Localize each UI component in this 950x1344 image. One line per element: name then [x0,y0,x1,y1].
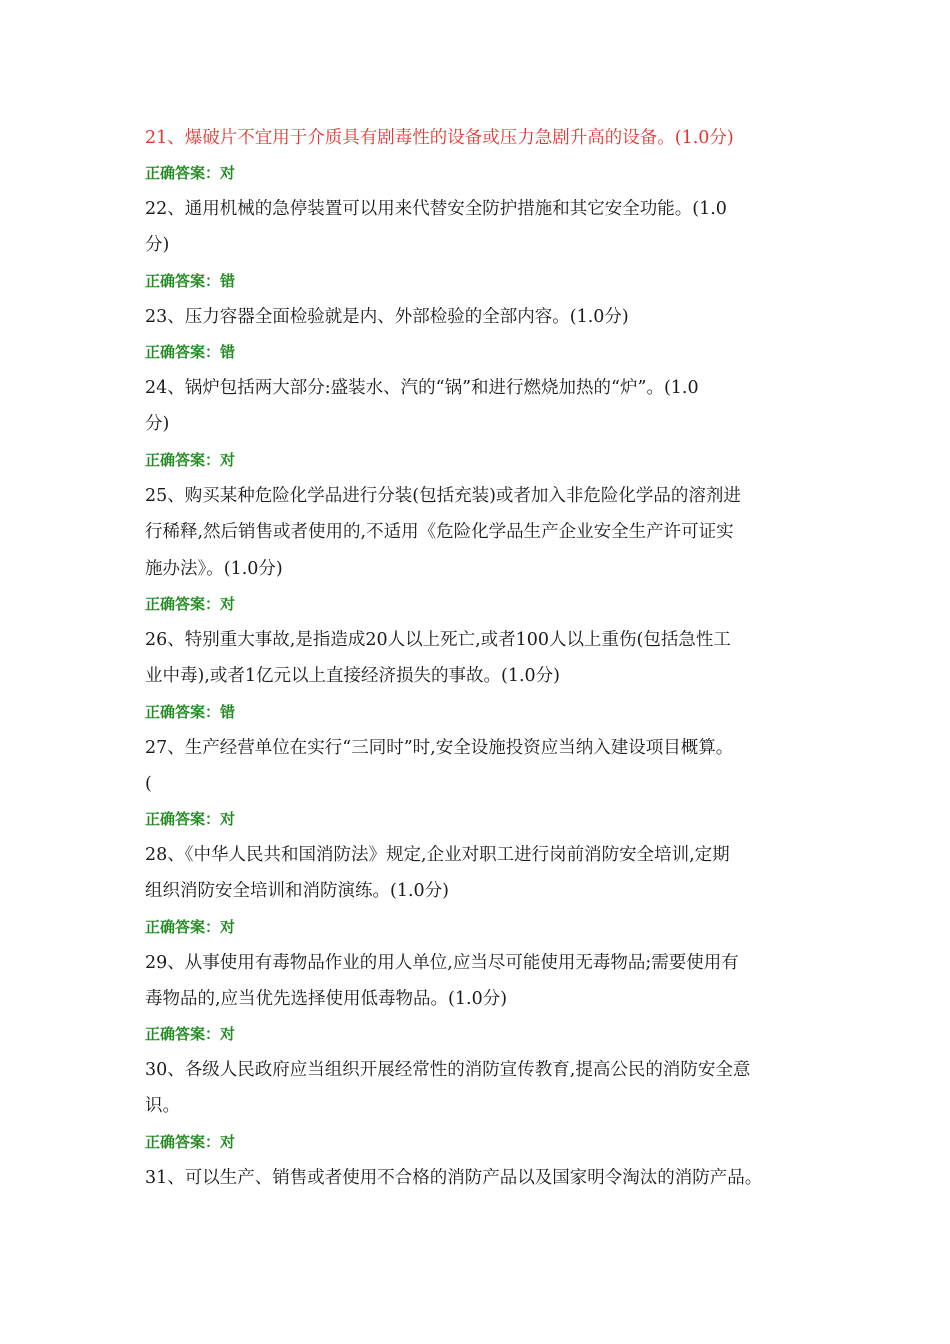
answer-prefix: 正确答案： [145,451,221,469]
answer-value: 错 [220,343,236,361]
answer-25 [145,594,235,614]
answer-27 [145,809,235,829]
question-27-line-2: ( [145,774,152,794]
question-25-line-1: 25、购买某种危险化学品进行分装(包括充装)或者加入非危险化学品的溶剂进 [145,486,741,506]
question-28-line-2: 组织消防安全培训和消防演练。(1.0分) [145,881,449,901]
question-22-line-1: 22、通用机械的急停装置可以用来代替安全防护措施和其它安全功能。(1.0 [145,199,727,219]
answer-prefix: 正确答案： [145,918,221,936]
answer-prefix: 正确答案： [145,810,221,828]
answer-prefix: 正确答案： [145,595,221,613]
answer-28 [145,917,235,937]
question-27-line-1: 27、生产经营单位在实行“三同时”时,安全设施投资应当纳入建设项目概算。 [145,738,734,758]
question-26-line-2: 业中毒),或者1亿元以上直接经济损失的事故。(1.0分) [145,666,561,686]
answer-value: 对 [220,810,236,828]
answer-22 [145,271,235,291]
question-24-line-2: 分) [145,414,170,434]
question-31-line-1: 31、可以生产、销售或者使用不合格的消防产品以及国家明令淘汰的消防产品。 [145,1168,763,1188]
answer-value: 错 [220,703,236,721]
question-21-line-1: 21、爆破片不宜用于介质具有剧毒性的设备或压力急剧升高的设备。(1.0分) [145,128,734,148]
answer-24 [145,450,235,470]
question-30-line-1: 30、各级人民政府应当组织开展经常性的消防宣传教育,提高公民的消防安全意 [145,1060,751,1080]
answer-value: 错 [220,272,236,290]
answer-prefix: 正确答案： [145,272,221,290]
question-25-line-2: 行稀释,然后销售或者使用的,不适用《危险化学品生产企业安全生产许可证实 [145,522,734,542]
question-30-line-2: 识。 [145,1096,180,1116]
answer-prefix: 正确答案： [145,343,221,361]
answer-prefix: 正确答案： [145,1133,221,1151]
question-24-line-1: 24、锅炉包括两大部分:盛装水、汽的“锅”和进行燃烧加热的“炉”。(1.0 [145,378,699,398]
answer-26 [145,702,235,722]
question-29-line-1: 29、从事使用有毒物品作业的用人单位,应当尽可能使用无毒物品;需要使用有 [145,953,739,973]
answer-value: 对 [220,164,236,182]
answer-value: 对 [220,595,236,613]
answer-23 [145,342,235,362]
question-23-line-1: 23、压力容器全面检验就是内、外部检验的全部内容。(1.0分) [145,307,629,327]
answer-value: 对 [220,918,236,936]
question-22-line-2: 分) [145,235,170,255]
answer-value: 对 [220,1133,236,1151]
answer-30 [145,1132,235,1152]
question-26-line-1: 26、特别重大事故,是指造成20人以上死亡,或者100人以上重伤(包括急性工 [145,630,731,650]
answer-29 [145,1024,235,1044]
question-29-line-2: 毒物品的,应当优先选择使用低毒物品。(1.0分) [145,989,508,1009]
answer-value: 对 [220,1025,236,1043]
answer-21 [145,163,235,183]
answer-prefix: 正确答案： [145,703,221,721]
answer-prefix: 正确答案： [145,1025,221,1043]
question-28-line-1: 28、《中华人民共和国消防法》规定,企业对职工进行岗前消防安全培训,定期 [145,845,730,865]
answer-prefix: 正确答案： [145,164,221,182]
question-25-line-3: 施办法》。(1.0分) [145,559,283,579]
answer-value: 对 [220,451,236,469]
